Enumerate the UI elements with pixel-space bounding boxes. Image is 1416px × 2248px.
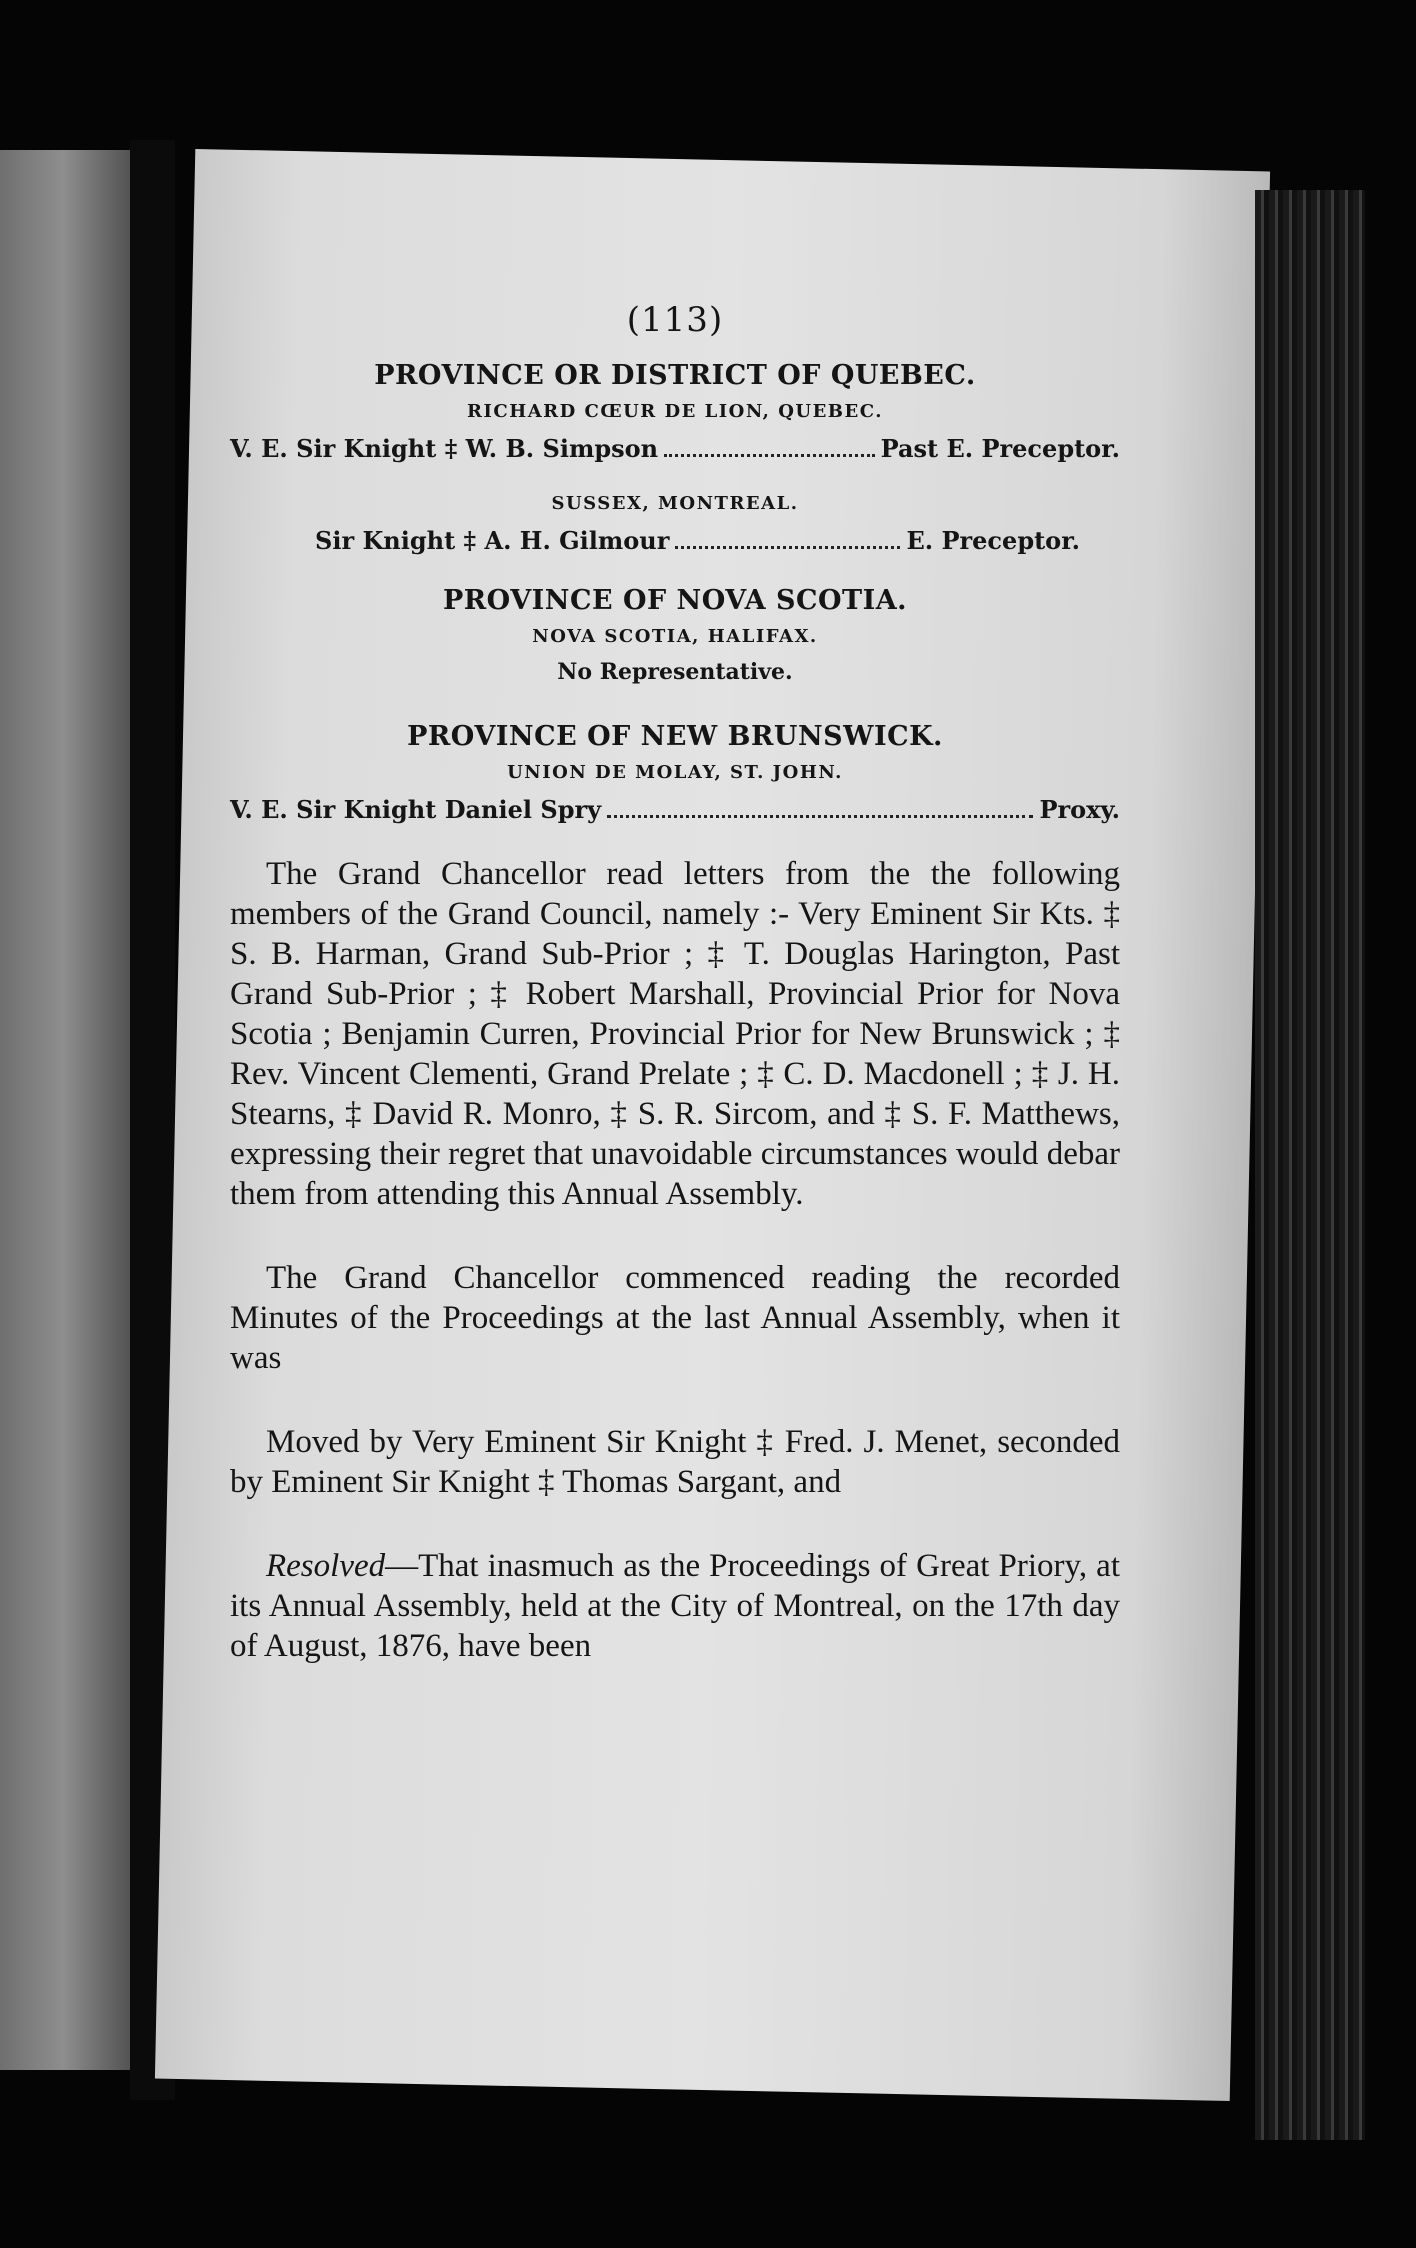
preceptory-nova-scotia: NOVA SCOTIA, HALIFAX. bbox=[532, 626, 818, 647]
resolution-text: —That inasmuch as the Proceedings of Great Priory, at its Annual Assembly, held at the City of Montreal, on the 17th day of August, 1876, have been bbox=[230, 1548, 1120, 1664]
representative-role: Proxy. bbox=[1039, 795, 1120, 824]
page-stack-edges bbox=[1255, 190, 1365, 2140]
paragraph-minutes-reading: The Grand Chancellor commenced reading the recorded Minutes of the Proceedings at the last Annual Assembly, when it was bbox=[230, 1260, 1120, 1376]
preceptory-union-de-molay: UNION DE MOLAY, ST. JOHN. bbox=[507, 762, 843, 783]
paragraph-letters-read: The Grand Chancellor read letters from the the following members of the Grand Council, namely :- Very Eminent Sir Kts. ‡ S. B. Harman, Grand Sub-Prior ; ‡ T. Douglas Harington, Past Grand Sub-Prior ; ‡ Robert Marshall, Provincial Prior for Nova Scotia ; Benjamin Curren, Provincial Prior for New Brunswick ; ‡ Rev. Vincent Clementi, Grand Prelate ; ‡ C. D. Macdonell ; ‡ J. H. Stearns, ‡ David R. Monro, ‡ S. R. Sircom, and ‡ S. F. Matthews, expressing their regret that unavoidable circumstances would debar them from attending this Annual Assembly. bbox=[230, 856, 1120, 1212]
representative-role: E. Preceptor. bbox=[906, 526, 1080, 555]
representative-name: V. E. Sir Knight Daniel Spry bbox=[230, 795, 602, 824]
leader-dots bbox=[607, 801, 1033, 818]
representative-name: Sir Knight ‡ A. H. Gilmour bbox=[315, 526, 670, 555]
resolved-label: Resolved bbox=[266, 1548, 386, 1584]
facing-page-edge bbox=[0, 150, 140, 2070]
representative-entry bbox=[230, 434, 1120, 463]
representative-name: V. E. Sir Knight ‡ W. B. Simpson bbox=[230, 434, 659, 463]
section-heading-nova-scotia: PROVINCE OF NOVA SCOTIA. bbox=[442, 585, 908, 616]
page-content bbox=[230, 300, 1120, 1710]
leader-dots bbox=[675, 532, 900, 549]
leader-dots bbox=[664, 440, 874, 457]
section-heading-quebec: PROVINCE OR DISTRICT OF QUEBEC. bbox=[374, 360, 976, 391]
representative-role: Past E. Preceptor. bbox=[880, 434, 1120, 463]
no-representative-note: No Representative. bbox=[557, 659, 793, 685]
paragraph-resolution bbox=[230, 1546, 1120, 1666]
representative-entry bbox=[230, 526, 1120, 555]
page-number: (113) bbox=[626, 300, 724, 340]
preceptory-sussex: SUSSEX, MONTREAL. bbox=[551, 493, 799, 514]
preceptory-richard-coeur-de-lion: RICHARD CŒUR DE LION, QUEBEC. bbox=[467, 401, 883, 422]
representative-entry bbox=[230, 795, 1120, 824]
section-heading-new-brunswick: PROVINCE OF NEW BRUNSWICK. bbox=[407, 721, 943, 752]
paragraph-motion: Moved by Very Eminent Sir Knight ‡ Fred. J. Menet, seconded by Eminent Sir Knight ‡ Thomas Sargant, and bbox=[230, 1424, 1120, 1500]
